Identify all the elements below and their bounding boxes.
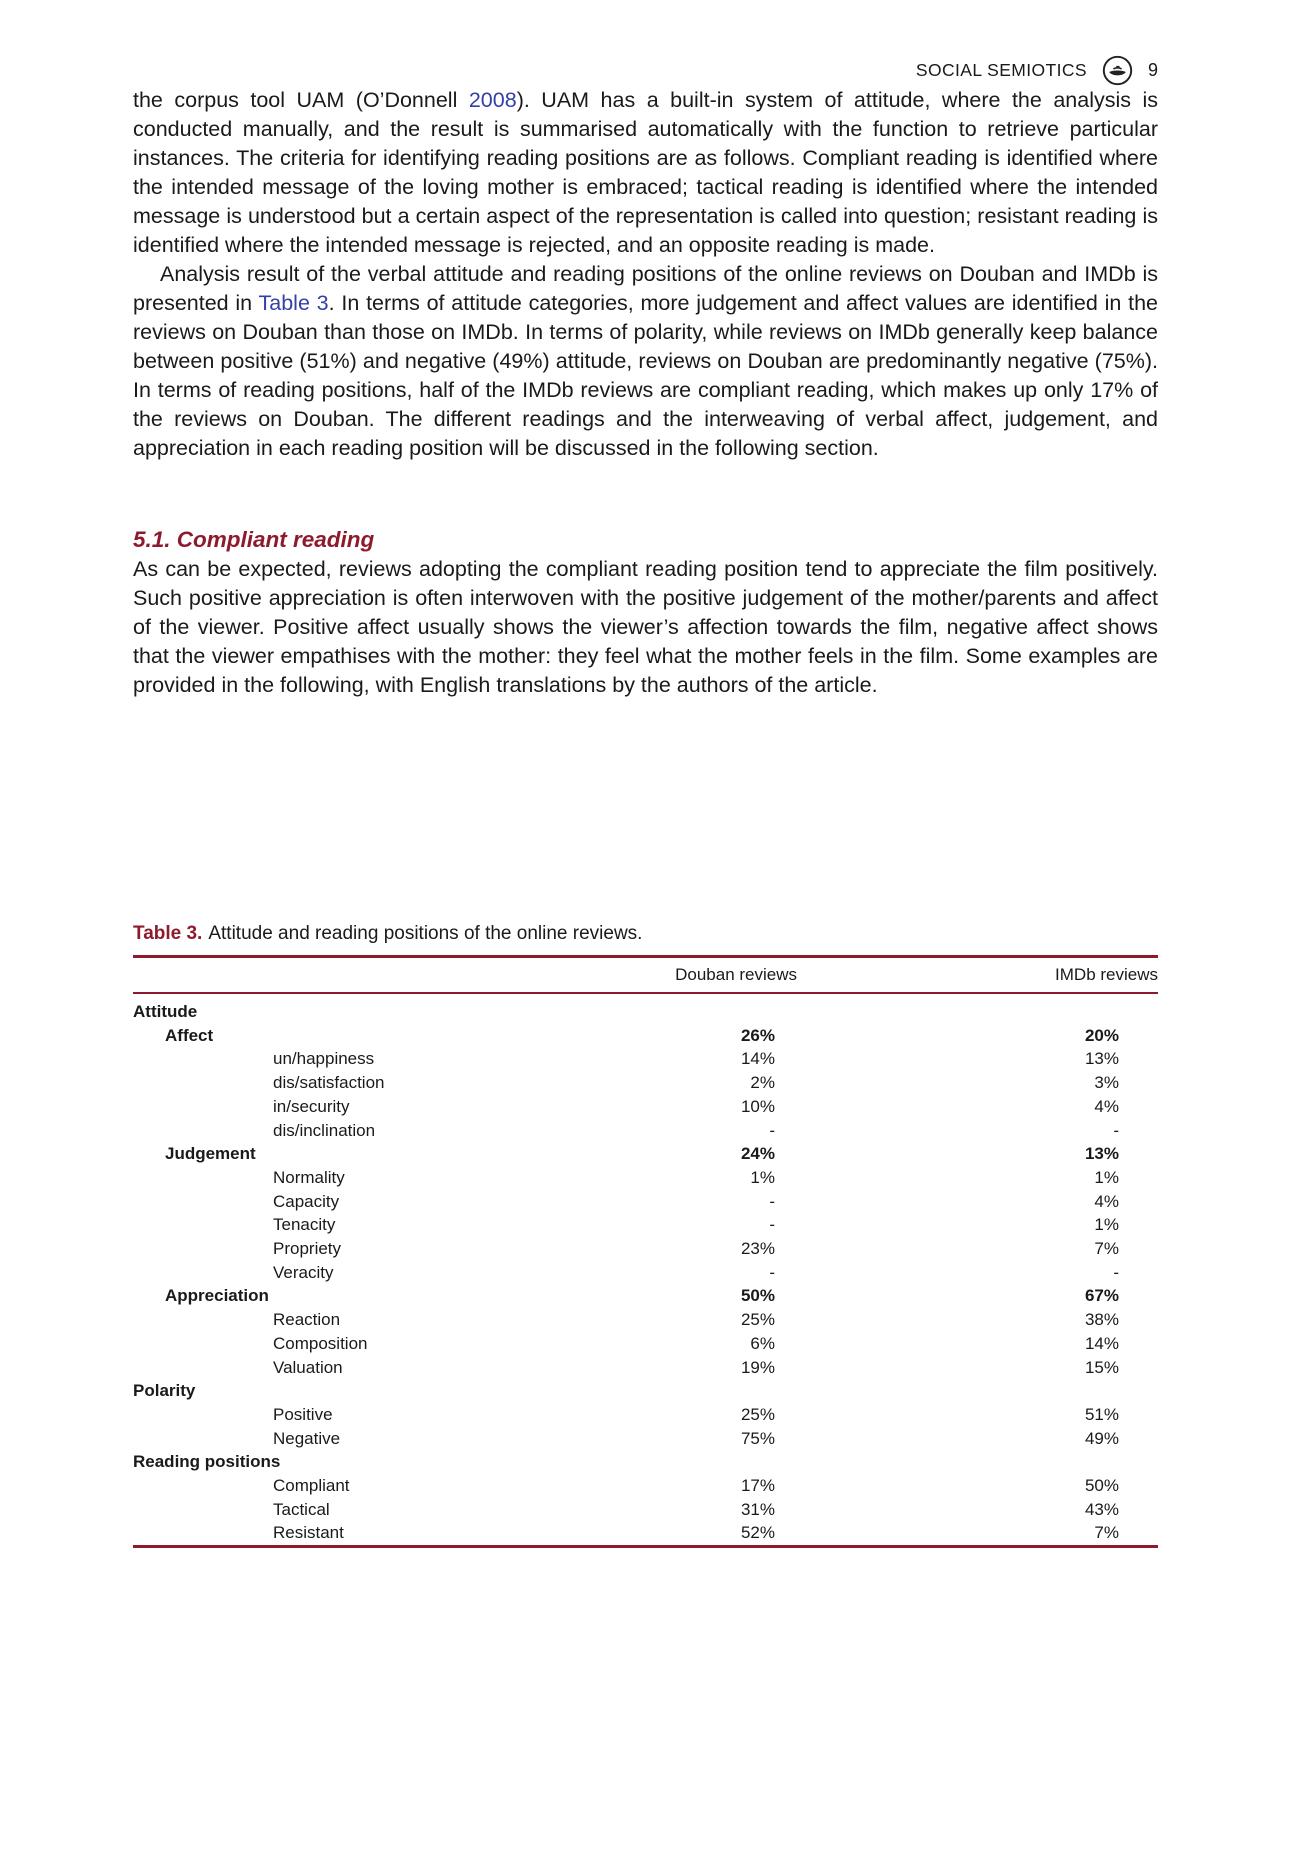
douban-value: 25%: [740, 1310, 775, 1330]
table-body: [133, 993, 1158, 1547]
imdb-value: 51%: [1084, 1404, 1119, 1424]
imdb-value: 1%: [1094, 1167, 1119, 1187]
row-label: Tactical: [273, 1499, 330, 1519]
table-row: [133, 1332, 1158, 1356]
douban-value: 1%: [750, 1167, 775, 1187]
imdb-value: [797, 993, 1158, 1024]
douban-value: 6%: [750, 1333, 775, 1353]
imdb-value: 20%: [1084, 1025, 1119, 1045]
table-row: [133, 1166, 1158, 1190]
row-label: Veracity: [273, 1262, 334, 1282]
row-label: dis/inclination: [273, 1120, 376, 1140]
page-content: [133, 86, 1158, 1548]
table-caption-text: Attitude and reading positions of the online reviews.: [208, 923, 643, 944]
table-row: [133, 1356, 1158, 1380]
imdb-value: 7%: [1094, 1523, 1119, 1543]
table-row: [133, 1095, 1158, 1119]
imdb-value: [797, 1379, 1158, 1403]
table-row: [133, 1308, 1158, 1332]
douban-value: 19%: [740, 1357, 775, 1377]
imdb-value: 13%: [1084, 1144, 1119, 1164]
douban-value: 50%: [740, 1286, 775, 1306]
table-row: [133, 1403, 1158, 1427]
paragraph-text: . In terms of attitude categories, more judgement and affect values are identified in the reviews on Douban than those on IMDb. In terms of polarity, while reviews on IMDb generally keep balance between positive (51%) and negative (49%) attitude, reviews on Douban are predominantly negative (75%). In terms of reading positions, half of the IMDb reviews are compliant reading, which makes up only 17% of the reviews on Douban. The different readings and the interweaving of verbal affect, judgement, and appreciation in each reading position will be discussed in the following section.: [133, 291, 1158, 460]
imdb-value: 50%: [1084, 1476, 1119, 1496]
douban-value: -: [769, 1120, 775, 1140]
table-row: [133, 1284, 1158, 1308]
column-header-imdb: IMDb reviews: [797, 957, 1158, 994]
table-row: [133, 1379, 1158, 1403]
table-header-row: [133, 957, 1158, 994]
paragraph-compliant-reading: As can be expected, reviews adopting the compliant reading position tend to appreciate the film positively. Such positive appreciation is often interwoven with the positive judgement of the mother/parents and affect of the viewer. Positive affect usually shows the viewer’s affection towards the film, negative affect shows that the viewer empathises with the mother: they feel what the mother feels in the film. Some examples are provided in the following, with English translations by the authors of the article.: [133, 557, 1158, 697]
row-label: un/happiness: [273, 1049, 375, 1069]
running-header: [0, 0, 1315, 86]
table-row: [133, 1498, 1158, 1522]
imdb-value: 14%: [1084, 1333, 1119, 1353]
table-3-figure: [133, 922, 1158, 1548]
row-label: Positive: [273, 1404, 333, 1424]
row-label: Propriety: [273, 1239, 342, 1259]
table-row: [133, 1047, 1158, 1071]
imdb-value: [797, 1450, 1158, 1474]
imdb-value: 43%: [1084, 1499, 1119, 1519]
row-label: Composition: [273, 1333, 368, 1353]
row-label: Reading positions: [133, 1452, 281, 1472]
table-row: [133, 1450, 1158, 1474]
table-3-crossref-link[interactable]: Table 3: [258, 291, 329, 315]
column-header-douban: Douban reviews: [563, 957, 797, 994]
section-heading-5-1: 5.1. Compliant reading: [133, 527, 375, 552]
imdb-value: -: [1113, 1120, 1119, 1140]
table-caption-label: Table 3.: [133, 923, 203, 944]
imdb-value: 1%: [1094, 1215, 1119, 1235]
douban-value: 14%: [740, 1049, 775, 1069]
imdb-value: 67%: [1084, 1286, 1119, 1306]
imdb-value: 7%: [1094, 1239, 1119, 1259]
paragraph-text: Analysis result of the verbal attitude and reading positions of the online reviews on Douban and IMDb is presented in: [133, 262, 1158, 315]
table-row: [133, 1190, 1158, 1214]
table-row: [133, 1521, 1158, 1546]
row-label: Valuation: [273, 1357, 343, 1377]
douban-value: 26%: [740, 1025, 775, 1045]
douban-value: [563, 1450, 797, 1474]
row-label: Compliant: [273, 1476, 350, 1496]
table-row: [133, 1024, 1158, 1048]
table-row: [133, 993, 1158, 1024]
page-number: 9: [1147, 60, 1158, 80]
taylor-francis-circle-logo-icon: [1102, 55, 1133, 86]
douban-value: 23%: [740, 1239, 775, 1259]
douban-value: 2%: [750, 1073, 775, 1093]
douban-value: -: [769, 1215, 775, 1235]
table-caption: [133, 922, 1158, 946]
imdb-value: 49%: [1084, 1428, 1119, 1448]
douban-value: 75%: [740, 1428, 775, 1448]
imdb-value: 38%: [1084, 1310, 1119, 1330]
imdb-value: -: [1113, 1262, 1119, 1282]
douban-value: 24%: [740, 1144, 775, 1164]
row-label: Normality: [273, 1167, 345, 1187]
row-label: Judgement: [165, 1144, 256, 1164]
imdb-value: 15%: [1084, 1357, 1119, 1377]
paragraph-uam-criteria: [133, 86, 1158, 260]
row-label: Tenacity: [273, 1215, 336, 1235]
row-label: Negative: [273, 1428, 341, 1448]
paragraph-text: ). UAM has a built-in system of attitude, where the analysis is conducted manually, and the result is summarised automatically with the function to retrieve particular instances. The criteria for identifying reading positions are as follows. Compliant reading is identified where the intended message of the loving mother is embraced; tactical reading is identified where the intended message is understood but a certain aspect of the representation is called into question; resistant reading is identified where the intended message is rejected, and an opposite reading is made.: [133, 88, 1159, 257]
douban-value: 17%: [740, 1476, 775, 1496]
row-label: Polarity: [133, 1381, 196, 1401]
douban-value: 25%: [740, 1404, 775, 1424]
table-row: [133, 1213, 1158, 1237]
paragraph-analysis-result: [133, 260, 1158, 463]
row-label: Reaction: [273, 1310, 341, 1330]
row-label: dis/satisfaction: [273, 1073, 385, 1093]
row-label: Affect: [165, 1025, 214, 1045]
table-row: [133, 1427, 1158, 1451]
imdb-value: 4%: [1094, 1096, 1119, 1116]
imdb-value: 3%: [1094, 1073, 1119, 1093]
row-label: in/security: [273, 1096, 350, 1116]
journal-name: SOCIAL SEMIOTICS: [915, 60, 1087, 80]
citation-link-odonnell-2008[interactable]: 2008: [468, 88, 517, 112]
table-row: [133, 1142, 1158, 1166]
row-label: Capacity: [273, 1191, 340, 1211]
douban-value: -: [769, 1262, 775, 1282]
imdb-value: 4%: [1094, 1191, 1119, 1211]
table-row: [133, 1474, 1158, 1498]
douban-value: -: [769, 1191, 775, 1211]
row-label: Appreciation: [165, 1286, 269, 1306]
imdb-value: 13%: [1084, 1049, 1119, 1069]
empty-header-cell: [133, 957, 563, 994]
douban-value: 10%: [740, 1096, 775, 1116]
table-row: [133, 1237, 1158, 1261]
table-row: [133, 1071, 1158, 1095]
douban-value: 52%: [740, 1523, 775, 1543]
douban-value: 31%: [740, 1499, 775, 1519]
row-label: Attitude: [133, 1002, 198, 1021]
attitude-reading-positions-table: [133, 955, 1158, 1548]
paragraph-text: the corpus tool UAM (O’Donnell: [133, 88, 469, 112]
table-row: [133, 1119, 1158, 1143]
row-label: Resistant: [273, 1523, 344, 1543]
douban-value: [563, 993, 797, 1024]
douban-value: [563, 1379, 797, 1403]
table-row: [133, 1261, 1158, 1285]
